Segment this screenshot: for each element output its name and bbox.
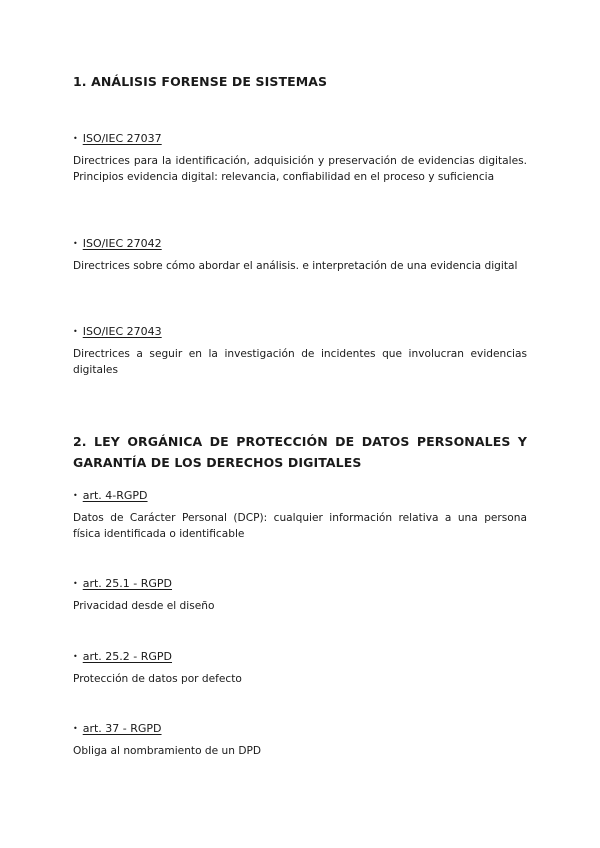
reference-art-25-1 — [73, 576, 172, 592]
bullet-icon: • — [73, 579, 78, 588]
reference-description: Protección de datos por defecto — [73, 673, 242, 685]
bullet-icon: • — [73, 327, 78, 336]
reference-description: Privacidad desde el diseño — [73, 600, 215, 612]
reference-link[interactable]: ISO/IEC 27042 — [82, 237, 162, 250]
reference-iso-27042 — [73, 236, 162, 252]
bullet-icon: • — [73, 652, 78, 661]
bullet-icon: • — [73, 724, 78, 733]
reference-description: Directrices para la identificación, adquisición y preservación de evidencias digitales. Principios evidencia digital: relevancia, confiabilidad en el proceso y suficiencia — [73, 155, 527, 183]
reference-description: Obliga al nombramiento de un DPD — [73, 745, 262, 757]
reference-description: Directrices a seguir en la investigación de incidentes que involucran evidencias digitales — [73, 348, 527, 376]
reference-art-25-2 — [73, 649, 172, 665]
reference-link[interactable]: ISO/IEC 27037 — [82, 132, 162, 145]
reference-art-37 — [73, 721, 162, 737]
section-2-title: 2. LEY ORGÁNICA DE PROTECCIÓN DE DATOS PERSONALES Y GARANTÍA DE LOS DERECHOS DIGITALES — [73, 434, 527, 470]
reference-art-4 — [73, 488, 148, 504]
reference-description: Directrices sobre cómo abordar el análisis. e interpretación de una evidencia digital — [73, 260, 518, 272]
section-1-title: 1. ANÁLISIS FORENSE DE SISTEMAS — [73, 74, 328, 89]
reference-description: Datos de Carácter Personal (DCP): cualquier información relativa a una persona física identificada o identificable — [73, 512, 527, 540]
bullet-icon: • — [73, 239, 78, 248]
reference-link[interactable]: art. 4-RGPD — [82, 489, 148, 502]
bullet-icon: • — [73, 134, 78, 143]
reference-link[interactable]: art. 25.2 - RGPD — [82, 650, 173, 663]
reference-link[interactable]: art. 37 - RGPD — [82, 722, 162, 735]
reference-link[interactable]: art. 25.1 - RGPD — [82, 577, 173, 590]
bullet-icon: • — [73, 491, 78, 500]
reference-iso-27037 — [73, 131, 162, 147]
reference-link[interactable]: ISO/IEC 27043 — [82, 325, 162, 338]
reference-iso-27043 — [73, 324, 162, 340]
